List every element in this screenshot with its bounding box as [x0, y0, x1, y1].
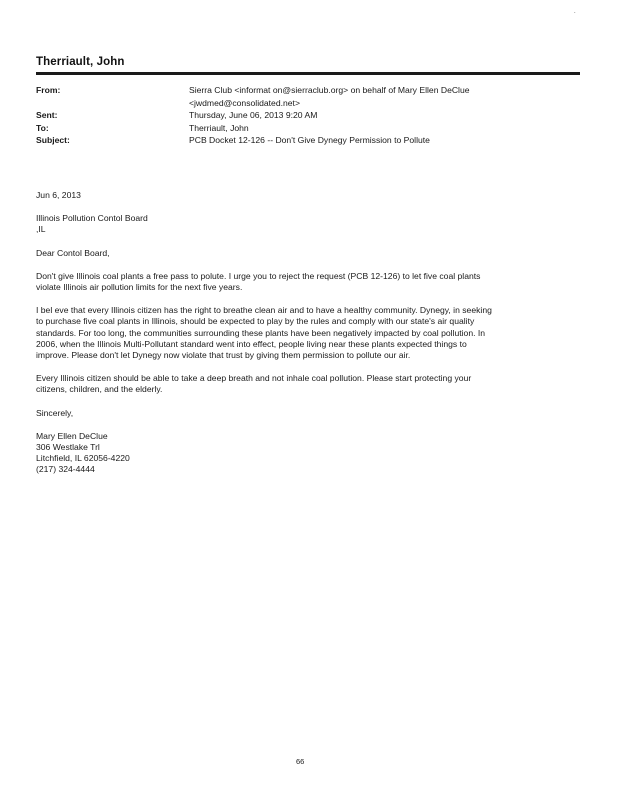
- signature-phone: (217) 324-4444: [36, 464, 95, 475]
- scan-mark: .: [574, 9, 576, 15]
- paragraph-line: citizens, children, and the elderly.: [36, 384, 163, 395]
- recipient-line-2: ,IL: [36, 224, 46, 235]
- mailbox-owner-name: Therriault, John: [36, 56, 125, 68]
- to-row: [36, 122, 580, 135]
- paragraph-line: Don't give Illinois coal plants a free pass to polute. I urge you to reject the request (PCB 12-126) to let five coal plants: [36, 270, 481, 281]
- paragraph-line: to purchase five coal plants in Illinois, should be expected to play by the rules and comply with our state's air quality: [36, 316, 475, 327]
- paragraph-line: improve. Please don't let Dynegy now violate that trust by giving them permission to pollute our air.: [36, 350, 411, 361]
- paragraph-line: standards. For too long, the communities surrounding these plants have been negatively impacted by coal pollution. In: [36, 327, 486, 338]
- paragraph-line: 2006, when the Illinois Multi-Pollutant standard went into effect, people living near these plants expected things to: [36, 338, 467, 349]
- email-header: [36, 84, 580, 147]
- signature-name: Mary Ellen DeClue: [36, 430, 108, 441]
- to-label: To:: [36, 122, 49, 133]
- from-label: From:: [36, 85, 61, 95]
- signature-city: Litchfield, IL 62056-4220: [36, 453, 130, 464]
- header-divider: [36, 72, 580, 75]
- closing: Sincerely,: [36, 407, 74, 418]
- subject-label: Subject:: [36, 135, 70, 145]
- paragraph-line: violate Illinois air pollution limits for the next five years.: [36, 282, 243, 293]
- paragraph-3: [36, 373, 576, 395]
- paragraph-1: [36, 271, 576, 293]
- sent-value: Thursday, June 06, 2013 9:20 AM: [189, 110, 318, 120]
- recipient-line-1: Illinois Pollution Contol Board: [36, 213, 148, 224]
- to-value: Therriault, John: [189, 122, 249, 133]
- from-value-line2: <jwdmed@consolidated.net>: [189, 97, 300, 108]
- from-value: [189, 84, 580, 109]
- subject-value: PCB Docket 12-126 -- Don't Give Dynegy Permission to Pollute: [189, 135, 430, 145]
- salutation: Dear Contol Board,: [36, 247, 110, 258]
- paragraph-line: Every Illinois citizen should be able to take a deep breath and not inhale coal pollution. Please start protecting your: [36, 373, 472, 384]
- subject-row: [36, 134, 580, 147]
- paragraph-line: I bel eve that every Illinois citizen has the right to breathe clean air and to have a healthy community. Dynegy, in seeking: [36, 305, 492, 316]
- sent-row: [36, 109, 580, 122]
- page-number: 66: [296, 757, 305, 766]
- sent-label: Sent:: [36, 110, 58, 120]
- email-body: [36, 190, 576, 476]
- signature-street: 306 Westlake Trl: [36, 442, 100, 453]
- signature-block: [36, 431, 576, 476]
- from-value-line1: Sierra Club <informat on@sierraclub.org> on behalf of Mary Ellen DeClue: [189, 85, 470, 95]
- paragraph-2: [36, 305, 576, 361]
- letter-date: Jun 6, 2013: [36, 190, 81, 200]
- from-row: [36, 84, 580, 109]
